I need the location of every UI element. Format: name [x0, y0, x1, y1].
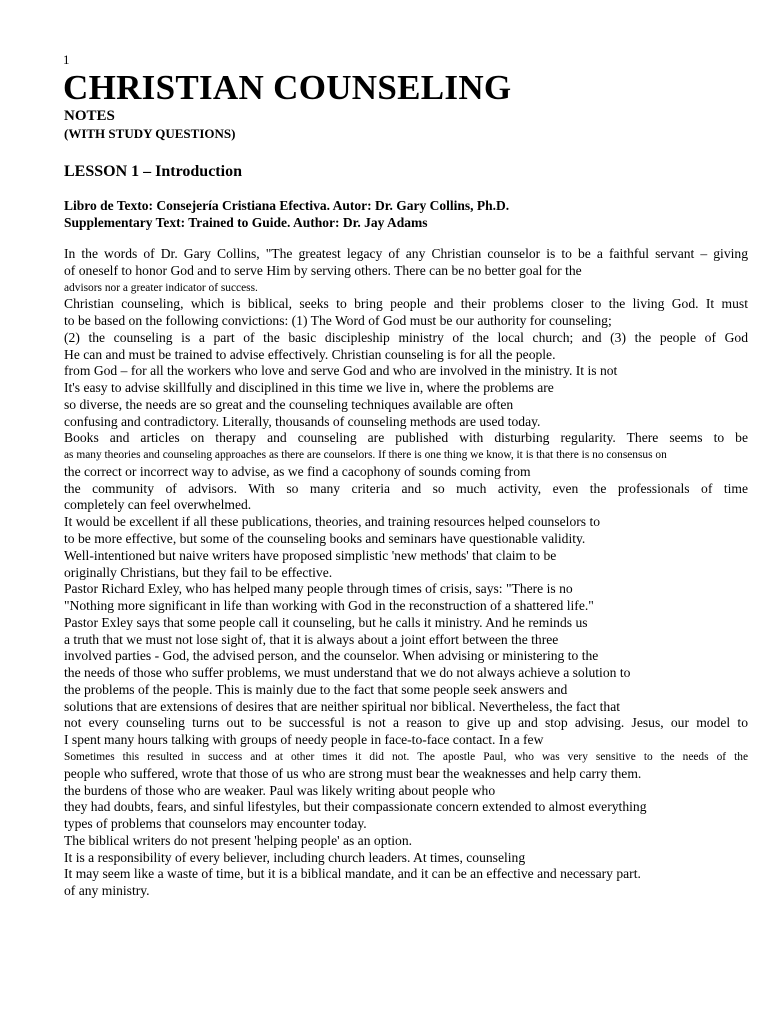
page-number: 1 — [63, 52, 70, 67]
document-subtitle-note: (WITH STUDY QUESTIONS) — [64, 126, 236, 141]
body-line: types of problems that counselors may encounter today. — [64, 816, 367, 832]
body-line: people who suffered, wrote that those of us who are strong must bear the weaknesses and help carry them. — [64, 765, 642, 781]
document-subtitle: NOTES — [64, 108, 115, 124]
body-line: I spent many hours talking with groups of needy people in face-to-face contact. In a few — [64, 732, 544, 748]
body-line: the correct or incorrect way to advise, as we find a cacophony of sounds coming from — [64, 463, 531, 479]
body-line: from God – for all the workers who love and serve God and who are involved in the ministry. It is not — [64, 363, 618, 379]
body-line: It may seem like a waste of time, but it is a biblical mandate, and it can be an effective and necessary part. — [64, 866, 641, 882]
body-line: not every counseling turns out to be successful is not a reason to give up and stop advising. Jesus, our model to — [64, 715, 748, 731]
body-line: In the words of Dr. Gary Collins, "The greatest legacy of any Christian counselor is to be a faithful servant – giving — [64, 246, 748, 261]
reference-texts — [64, 197, 509, 231]
body-line: originally Christians, but they fail to be effective. — [64, 564, 333, 580]
body-line: the burdens of those who are weaker. Paul was likely writing about people who — [64, 782, 496, 798]
body-line: so diverse, the needs are so great and the counseling techniques available are often — [64, 396, 514, 412]
body-line: The biblical writers do not present 'helping people' as an option. — [64, 832, 413, 848]
body-line: to be based on the following convictions: (1) The Word of God must be our authority for counseling; — [64, 313, 612, 329]
body-line: It would be excellent if all these publications, theories, and training resources helped counselors to — [64, 514, 601, 530]
body-line: they had doubts, fears, and sinful lifestyles, but their compassionate concern extended to almost everything — [64, 799, 647, 815]
body-line: confusing and contradictory. Literally, thousands of counseling methods are used today. — [64, 413, 541, 429]
body-line: a truth that we must not lose sight of, that it is always about a joint effort between the three — [64, 631, 559, 647]
body-line: Christian counseling, which is biblical, seeks to bring people and their problems closer to the living God. It must — [64, 296, 748, 312]
body-line: Books and articles on therapy and counseling are published with disturbing regularity. There seems to be — [64, 430, 748, 446]
body-line: It's easy to advise skillfully and disciplined in this time we live in, where the problems are — [64, 380, 554, 396]
body-line: involved parties - God, the advised person, and the counselor. When advising or ministering to the — [64, 648, 599, 664]
document-title: CHRISTIAN COUNSELING — [63, 68, 512, 107]
body-line: of any ministry. — [64, 883, 150, 899]
body-line: completely can feel overwhelmed. — [64, 497, 252, 513]
body-line: Pastor Exley says that some people call it counseling, but he calls it ministry. And he reminds us — [64, 614, 588, 630]
body-text — [64, 246, 748, 900]
textbook-reference: Libro de Texto: Consejería Cristiana Efectiva. Autor: Dr. Gary Collins, Ph.D. — [64, 198, 510, 213]
body-line: It is a responsibility of every believer, including church leaders. At times, counseling — [64, 849, 526, 865]
body-line: the needs of those who suffer problems, we must understand that we do not always achieve a solution to — [64, 665, 631, 681]
body-line: advisors nor a greater indicator of success. — [64, 281, 258, 294]
body-line: "Nothing more significant in life than working with God in the reconstruction of a shattered life." — [64, 598, 594, 614]
supplementary-reference: Supplementary Text: Trained to Guide. Author: Dr. Jay Adams — [64, 215, 428, 230]
body-line: Pastor Richard Exley, who has helped many people through times of crisis, says: "There is no — [64, 581, 573, 597]
body-line: (2) the counseling is a part of the basic discipleship ministry of the local church; and (3) the people of God — [64, 329, 748, 345]
body-line: to be more effective, but some of the counseling books and seminars have questionable validity. — [64, 531, 586, 547]
body-line: solutions that are extensions of desires that are neither spiritual nor biblical. Nevertheless, the fact that — [64, 698, 621, 714]
body-line: Sometimes this resulted in success and at other times it did not. The apostle Paul, who was very sensitive to the needs of the — [64, 750, 748, 763]
body-line: the community of advisors. With so many criteria and so much activity, even the professionals of time — [64, 480, 748, 496]
lesson-heading: LESSON 1 – Introduction — [64, 163, 242, 180]
body-line: the problems of the people. This is mainly due to the fact that some people seek answers and — [64, 681, 568, 697]
body-line: as many theories and counseling approaches as there are counselors. If there is one thing we know, it is that there is no consensus on — [64, 449, 667, 462]
body-line: of oneself to honor God and to serve Him by serving others. There can be no better goal for the — [64, 262, 582, 278]
body-line: He can and must be trained to advise effectively. Christian counseling is for all the people. — [64, 346, 556, 362]
body-line: Well-intentioned but naive writers have proposed simplistic 'new methods' that claim to be — [64, 547, 557, 563]
